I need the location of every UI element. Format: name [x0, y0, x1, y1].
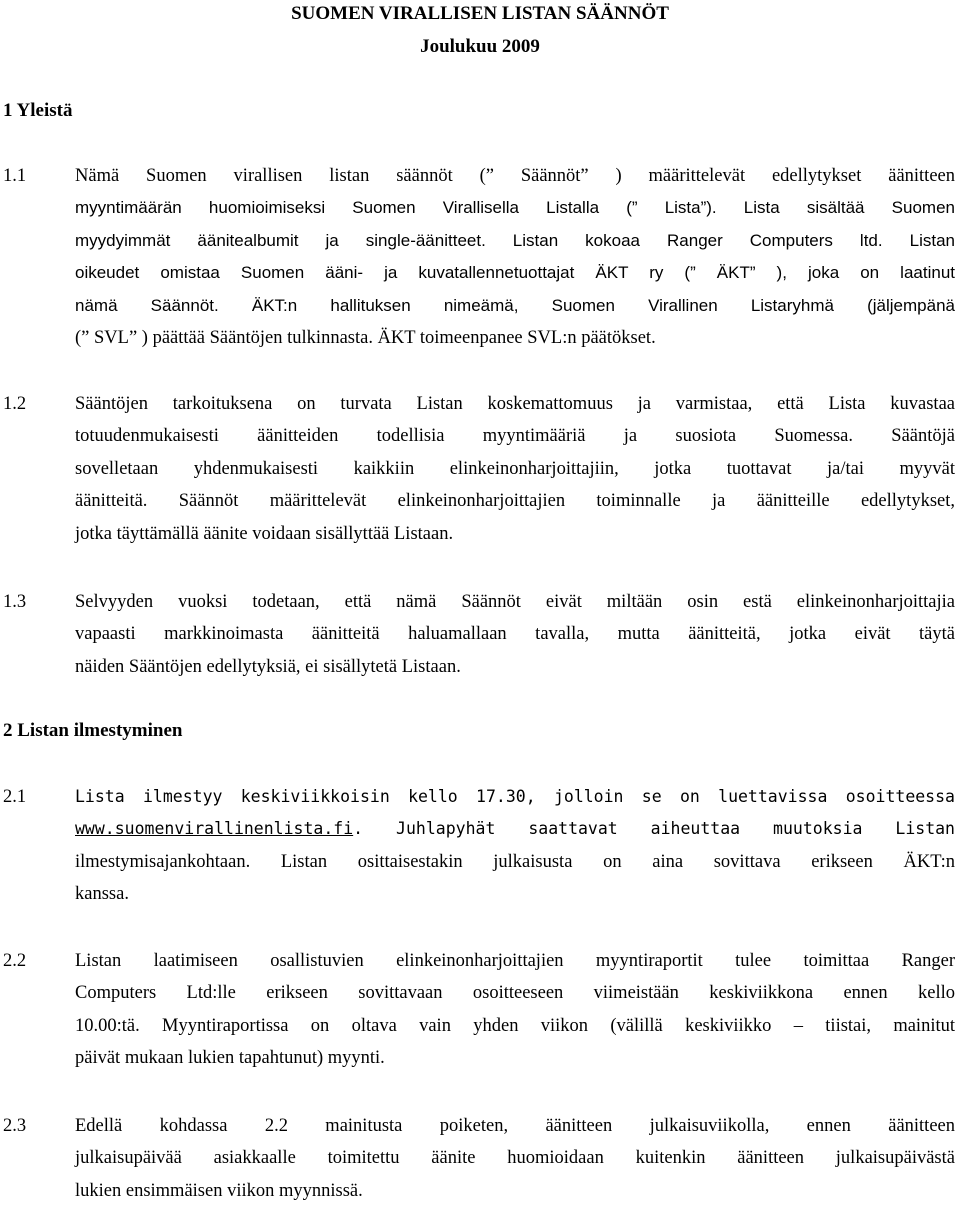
clause-number: 1.2 [3, 394, 27, 414]
clause-text [75, 945, 955, 1075]
text-line: sovelletaan yhdenmukaisesti kaikkiin elinkeinonharjoittajiin, jotka tuottavat ja/tai myyvät [75, 458, 955, 479]
text-line: kanssa. [75, 884, 129, 905]
clause-text [75, 781, 955, 911]
text-line: jotka täyttämällä äänite voidaan sisällyttää Listaan. [75, 523, 454, 544]
clause-text [75, 1110, 955, 1207]
text-line: totuudenmukaisesti äänitteiden todellisia myyntimääriä ja suosiota Suomessa. Sääntöjä [75, 426, 955, 447]
text-segment: . Juhlapyhät saattavat aiheuttaa muutoksia Listan [353, 819, 955, 839]
text-line: julkaisupäivää asiakkaalle toimitettu äänite huomioidaan kuitenkin äänitteen julkaisupäivästä [75, 1148, 955, 1169]
text-line: äänitteitä. Säännöt määrittelevät elinkeinonharjoittajien toiminnalle ja äänitteille edellytykset, [75, 491, 955, 512]
section-heading: 2 Listan ilmestyminen [3, 720, 183, 741]
text-line: päivät mukaan lukien tapahtunut) myynti. [75, 1048, 385, 1069]
text-line: Sääntöjen tarkoituksena on turvata Listan koskemattomuus ja varmistaa, että Lista kuvastaa [75, 394, 955, 414]
document-title: SUOMEN VIRALLISEN LISTAN SÄÄNNÖT [291, 3, 669, 24]
section-heading: 1 Yleistä [3, 100, 73, 121]
text-line: näiden Sääntöjen edellytyksiä, ei sisällytetä Listaan. [75, 656, 461, 677]
clause-number: 1.3 [3, 592, 27, 612]
clause-number: 2.1 [3, 787, 27, 807]
text-line [75, 813, 955, 845]
text-line: myydyimmät äänitealbumit ja single-äänitteet. Listan kokoaa Ranger Computers ltd. Listan [75, 230, 955, 250]
clause-text [75, 160, 955, 354]
text-line: 10.00:tä. Myyntiraportissa on oltava vain yhden viikon (välillä keskiviikko – tiistai, mainitut [75, 1015, 955, 1036]
text-line: myyntimäärän huomioimiseksi Suomen Virallisella Listalla (” Lista”). Lista sisältää Suomen [75, 198, 955, 218]
clause-number: 1.1 [3, 166, 27, 186]
text-line: Listan laatimiseen osallistuvien elinkeinonharjoittajien myyntiraportit tulee toimittaa Ranger [75, 951, 955, 971]
clause-number: 2.2 [3, 951, 27, 971]
text-line: Selvyyden vuoksi todetaan, että nämä Säännöt eivät miltään osin estä elinkeinonharjoittajia [75, 592, 955, 612]
clause-text [75, 388, 955, 550]
clause-number: 2.3 [3, 1116, 27, 1136]
text-line: Edellä kohdassa 2.2 mainitusta poiketen, äänitteen julkaisuviikolla, ennen äänitteen [75, 1116, 955, 1136]
text-line: Lista ilmestyy keskiviikkoisin kello 17.30, jolloin se on luettavissa osoitteessa [75, 787, 955, 806]
clause-text [75, 586, 955, 683]
text-line: ilmestymisajankohtaan. Listan osittaisestakin julkaisusta on aina sovittava erikseen ÄKT:n [75, 851, 955, 872]
text-line: lukien ensimmäisen viikon myynnissä. [75, 1180, 363, 1201]
text-line: Nämä Suomen virallisen listan säännöt (” Säännöt” ) määrittelevät edellytykset äänitteen [75, 166, 955, 186]
text-line: nämä Säännöt. ÄKT:n hallituksen nimeämä, Suomen Virallinen Listaryhmä (jäljempänä [75, 295, 955, 315]
text-line: (” SVL” ) päättää Sääntöjen tulkinnasta. ÄKT toimeenpanee SVL:n päätökset. [75, 327, 656, 348]
text-line: vapaasti markkinoimasta äänitteitä haluamallaan tavalla, mutta äänitteitä, jotka eivät täytä [75, 624, 955, 645]
document-date: Joulukuu 2009 [420, 36, 540, 57]
website-link[interactable]: www.suomenvirallinenlista.fi [75, 819, 354, 839]
text-line: oikeudet omistaa Suomen ääni- ja kuvatallennetuottajat ÄKT ry (” ÄKT” ), joka on laatinut [75, 263, 955, 283]
text-line: Computers Ltd:lle erikseen sovittavaan osoitteeseen viimeistään keskiviikkona ennen kello [75, 983, 955, 1004]
